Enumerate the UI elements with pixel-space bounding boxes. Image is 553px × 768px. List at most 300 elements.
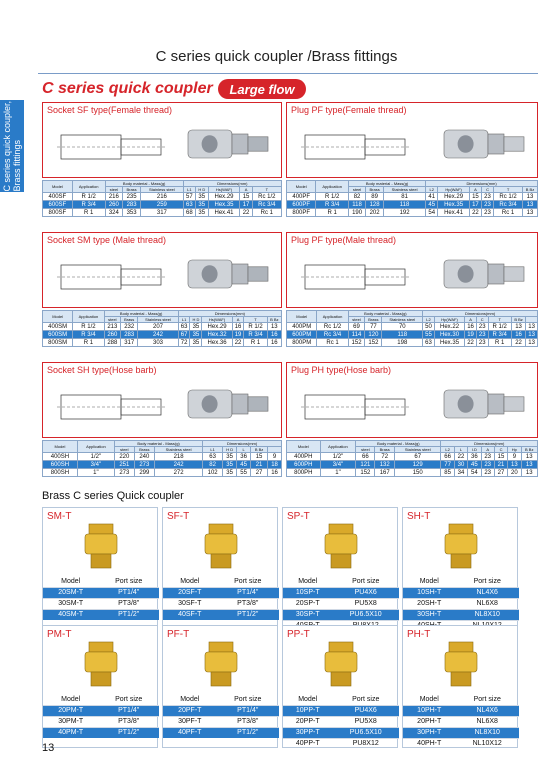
table-header: Model bbox=[43, 441, 78, 453]
brass-fitting-photo bbox=[191, 522, 251, 570]
table-cell: R 3/4 bbox=[244, 331, 267, 339]
table-header: Model bbox=[43, 311, 73, 323]
table-cell: 22 bbox=[465, 339, 477, 347]
product-card bbox=[42, 507, 158, 630]
table-cell: 20PM-T bbox=[43, 705, 98, 716]
model-table bbox=[283, 694, 399, 749]
table-subheader: Brass bbox=[121, 317, 138, 323]
table-cell: 30SP-T bbox=[283, 609, 332, 620]
table-header: Model bbox=[180, 695, 200, 703]
table-cell: 273 bbox=[134, 461, 154, 469]
header-divider bbox=[38, 73, 538, 74]
table-subheader: Stainless steel bbox=[141, 187, 184, 193]
product-card bbox=[402, 625, 518, 748]
table-subheader: Brass bbox=[134, 447, 154, 453]
table-cell: PT1/4" bbox=[217, 705, 279, 716]
table-row bbox=[43, 453, 282, 461]
table-cell: 15 bbox=[469, 193, 481, 201]
table-cell: Hex.29 bbox=[438, 193, 470, 201]
table-cell: 240 bbox=[134, 453, 154, 461]
table-cell: 20SH-T bbox=[403, 598, 455, 609]
card-title: SM-T bbox=[47, 511, 72, 522]
table-cell: 216 bbox=[141, 193, 184, 201]
table-cell: R 1 bbox=[244, 339, 267, 347]
table-cell: R 1/2 bbox=[73, 323, 104, 331]
table-row bbox=[403, 716, 519, 727]
table-cell: 317 bbox=[141, 209, 184, 217]
table-cell: Rc 3/4 bbox=[494, 201, 523, 209]
table-header: Application bbox=[320, 441, 356, 453]
product-photo bbox=[439, 249, 529, 299]
table-subheader: steel bbox=[348, 187, 365, 193]
table-cell: PT1/4" bbox=[98, 587, 159, 598]
table-row bbox=[163, 716, 279, 727]
table-cell: 9 bbox=[268, 453, 282, 461]
table-cell: 81 bbox=[383, 193, 425, 201]
table-cell: Hex.35 bbox=[208, 201, 240, 209]
table-cell: 72 bbox=[178, 339, 190, 347]
table-cell: 57 bbox=[183, 193, 195, 201]
table-cell: 202 bbox=[366, 209, 384, 217]
table-header: Model bbox=[180, 577, 200, 585]
table-row bbox=[403, 705, 519, 716]
table-subheader: L1 bbox=[203, 447, 223, 453]
table-cell: 18 bbox=[268, 461, 282, 469]
table-cell: 16 bbox=[465, 323, 477, 331]
table-row bbox=[43, 209, 282, 217]
table-cell: R 1 bbox=[316, 209, 348, 217]
table-row bbox=[287, 339, 538, 347]
table-cell: 40PF-T bbox=[163, 727, 217, 738]
table-cell: 67 bbox=[394, 453, 441, 461]
table-cell: 23 bbox=[481, 193, 493, 201]
table-cell: PT1/4" bbox=[217, 587, 279, 598]
table-cell: 35 bbox=[223, 461, 237, 469]
table-subheader: Brass bbox=[366, 187, 384, 193]
table-cell: 69 bbox=[348, 323, 365, 331]
table-subheader: A bbox=[465, 317, 477, 323]
product-photo bbox=[183, 379, 273, 429]
table-cell: 67 bbox=[178, 331, 190, 339]
table-row bbox=[403, 598, 519, 609]
table-cell: 283 bbox=[121, 331, 138, 339]
table-cell: 273 bbox=[114, 469, 134, 477]
table-header: Body material - Mass(g) bbox=[114, 441, 202, 447]
spec-panel bbox=[42, 102, 282, 178]
product-card bbox=[282, 507, 398, 630]
table-cell: 35 bbox=[190, 339, 202, 347]
table-cell: 13 bbox=[508, 461, 521, 469]
table-cell: 220 bbox=[114, 453, 134, 461]
table-cell: 15 bbox=[251, 453, 268, 461]
table-subheader: B Bz bbox=[267, 317, 281, 323]
table-header: Model bbox=[419, 577, 439, 585]
table-cell: 16 bbox=[267, 339, 281, 347]
table-subheader: L2 bbox=[441, 447, 454, 453]
table-header: Dimensions(mm) bbox=[178, 311, 281, 317]
table-cell: 324 bbox=[105, 209, 123, 217]
card-title: PH-T bbox=[407, 629, 431, 640]
model-table bbox=[43, 576, 159, 620]
table-cell: 23 bbox=[476, 339, 488, 347]
table-cell: 40PH-T bbox=[403, 738, 455, 749]
table-cell: 152 bbox=[348, 339, 365, 347]
table-cell: PT3/8" bbox=[217, 598, 279, 609]
table-header: Model bbox=[298, 577, 318, 585]
table-cell: Hex.22 bbox=[434, 323, 464, 331]
table-cell: 23 bbox=[481, 461, 494, 469]
table-cell: 63 bbox=[203, 453, 223, 461]
table-cell: 85 bbox=[441, 469, 454, 477]
table-cell: 272 bbox=[154, 469, 202, 477]
table-row bbox=[43, 609, 159, 620]
brass-fitting-photo bbox=[191, 640, 251, 688]
table-cell: 132 bbox=[375, 461, 395, 469]
table-header: Body material - Mass(g) bbox=[104, 311, 178, 317]
table-cell: NL6X8 bbox=[455, 716, 519, 727]
table-subheader: C bbox=[476, 317, 488, 323]
table-cell: 35 bbox=[195, 209, 208, 217]
table-row bbox=[287, 323, 538, 331]
table-subheader: Hs(WAF) bbox=[202, 317, 232, 323]
table-row bbox=[43, 193, 282, 201]
table-subheader: I.D bbox=[468, 447, 481, 453]
table-cell: 13 bbox=[521, 453, 537, 461]
table-cell: R 1 bbox=[488, 339, 511, 347]
table-cell: 600PM bbox=[287, 331, 317, 339]
table-cell: 41 bbox=[426, 193, 438, 201]
table-header: Port size bbox=[352, 577, 380, 585]
card-title: SH-T bbox=[407, 511, 431, 522]
table-row bbox=[287, 469, 538, 477]
table-cell: R 3/4 bbox=[72, 201, 105, 209]
table-cell: 251 bbox=[114, 461, 134, 469]
table-cell: 21 bbox=[494, 461, 507, 469]
table-cell: 283 bbox=[123, 201, 141, 209]
table-cell: R 1 bbox=[72, 209, 105, 217]
table-header: Application bbox=[316, 181, 348, 193]
table-cell: 63 bbox=[183, 201, 195, 209]
table-cell: 40PM-T bbox=[43, 727, 98, 738]
table-cell: 20SP-T bbox=[283, 598, 332, 609]
table-cell: 89 bbox=[366, 193, 384, 201]
table-cell: 45 bbox=[426, 201, 438, 209]
table-cell: 54 bbox=[426, 209, 438, 217]
table-cell: PU6.5X10 bbox=[332, 609, 399, 620]
dimension-drawing bbox=[295, 249, 415, 304]
table-header: Model bbox=[287, 441, 321, 453]
table-header: Model bbox=[287, 181, 316, 193]
product-photo bbox=[183, 119, 273, 169]
brass-fitting-photo bbox=[311, 522, 371, 570]
table-cell: 20PP-T bbox=[283, 716, 332, 727]
table-cell: R 3/4 bbox=[316, 201, 348, 209]
table-cell: 82 bbox=[348, 193, 365, 201]
table-row bbox=[43, 339, 282, 347]
table-cell: 30 bbox=[454, 461, 467, 469]
table-cell: 303 bbox=[138, 339, 179, 347]
table-row bbox=[163, 587, 279, 598]
table-cell: 20PF-T bbox=[163, 705, 217, 716]
table-subheader: C bbox=[481, 187, 493, 193]
table-header: Port size bbox=[234, 695, 262, 703]
table-cell: 400SH bbox=[43, 453, 78, 461]
table-cell: 800PH bbox=[287, 469, 321, 477]
table-subheader: steel bbox=[105, 187, 123, 193]
table-cell: 23 bbox=[476, 331, 488, 339]
model-table bbox=[403, 576, 519, 631]
table-row bbox=[43, 201, 282, 209]
table-cell: R 1/2 bbox=[244, 323, 267, 331]
panel-title: Plug PF type(Male thread) bbox=[291, 235, 397, 245]
table-cell: 27 bbox=[251, 469, 268, 477]
table-cell: 15 bbox=[494, 453, 507, 461]
table-cell: 216 bbox=[105, 193, 123, 201]
table-cell: 299 bbox=[134, 469, 154, 477]
table-cell: 63 bbox=[178, 323, 190, 331]
table-cell: 259 bbox=[141, 201, 184, 209]
table-cell: 235 bbox=[123, 193, 141, 201]
table-cell: NL4X6 bbox=[455, 705, 519, 716]
table-row bbox=[283, 716, 399, 727]
table-row bbox=[43, 323, 282, 331]
table-header: Application bbox=[73, 311, 104, 323]
table-cell: 13 bbox=[511, 323, 525, 331]
table-header: Port size bbox=[352, 695, 380, 703]
table-cell: PU6.5X10 bbox=[332, 727, 399, 738]
table-cell: 218 bbox=[154, 453, 202, 461]
table-cell: 70 bbox=[382, 323, 423, 331]
table-cell: 10SP-T bbox=[283, 587, 332, 598]
table-cell: 400PF bbox=[287, 193, 316, 201]
table-cell: 102 bbox=[203, 469, 223, 477]
brass-fitting-photo bbox=[431, 522, 491, 570]
table-cell: 63 bbox=[423, 339, 435, 347]
table-cell: 118 bbox=[383, 201, 425, 209]
table-row bbox=[283, 587, 399, 598]
table-cell: Hex.29 bbox=[202, 323, 232, 331]
table-cell: 13 bbox=[526, 339, 538, 347]
model-table bbox=[43, 694, 159, 738]
table-cell: R 1 bbox=[73, 339, 104, 347]
dimension-drawing bbox=[51, 249, 171, 304]
product-card bbox=[42, 625, 158, 748]
table-cell: 23 bbox=[481, 209, 493, 217]
table-subheader: Stainless steel bbox=[394, 447, 441, 453]
table-cell: 30SF-T bbox=[163, 598, 217, 609]
table-header: Port size bbox=[473, 695, 501, 703]
large-flow-badge: Large flow bbox=[218, 79, 306, 99]
table-cell: 10PP-T bbox=[283, 705, 332, 716]
table-subheader: L bbox=[454, 447, 467, 453]
table-cell: 22 bbox=[240, 209, 252, 217]
table-cell: 30PM-T bbox=[43, 716, 98, 727]
table-cell: 20PH-T bbox=[403, 716, 455, 727]
table-cell: 13 bbox=[523, 201, 538, 209]
table-cell: R 1/2 bbox=[488, 323, 511, 331]
dimension-drawing bbox=[51, 379, 171, 434]
table-cell: 30SM-T bbox=[43, 598, 98, 609]
spec-table bbox=[42, 440, 282, 477]
model-table bbox=[403, 694, 519, 749]
page-header: C series quick coupler /Brass fittings bbox=[155, 48, 398, 65]
table-cell: Hex.41 bbox=[208, 209, 240, 217]
table-cell: 40SF-T bbox=[163, 609, 217, 620]
table-cell: 118 bbox=[348, 201, 365, 209]
table-cell: Hex.32 bbox=[202, 331, 232, 339]
table-subheader: A bbox=[481, 447, 494, 453]
table-cell: 260 bbox=[105, 201, 123, 209]
table-cell: 13 bbox=[523, 209, 538, 217]
table-cell: 19 bbox=[232, 331, 244, 339]
table-cell: PT3/8" bbox=[98, 598, 159, 609]
table-cell: 150 bbox=[394, 469, 441, 477]
table-cell: Hex.36 bbox=[202, 339, 232, 347]
table-header: Dimensions(mm) bbox=[441, 441, 538, 447]
table-cell: Hex.35 bbox=[438, 201, 470, 209]
table-cell: Rc 1 bbox=[494, 209, 523, 217]
table-row bbox=[43, 705, 159, 716]
product-card bbox=[162, 625, 278, 748]
table-cell: PT1/2" bbox=[98, 727, 159, 738]
table-subheader: steel bbox=[104, 317, 121, 323]
table-cell: 50 bbox=[423, 323, 435, 331]
table-cell: 114 bbox=[348, 331, 365, 339]
table-cell: 600PH bbox=[287, 461, 321, 469]
table-cell: 35 bbox=[195, 201, 208, 209]
table-cell: 192 bbox=[383, 209, 425, 217]
table-cell: 400PM bbox=[287, 323, 317, 331]
table-cell: 232 bbox=[121, 323, 138, 331]
table-cell: 120 bbox=[365, 331, 382, 339]
table-cell: Hex.35 bbox=[434, 339, 464, 347]
table-row bbox=[163, 609, 279, 620]
table-cell: PT3/8" bbox=[98, 716, 159, 727]
table-header: Port size bbox=[115, 695, 143, 703]
table-cell: 21 bbox=[251, 461, 268, 469]
table-cell: 1" bbox=[320, 469, 356, 477]
table-cell: 22 bbox=[469, 209, 481, 217]
table-cell: PT1/2" bbox=[217, 609, 279, 620]
table-cell: 30PP-T bbox=[283, 727, 332, 738]
table-row bbox=[283, 738, 399, 749]
model-table bbox=[163, 576, 279, 620]
table-cell: 23 bbox=[481, 469, 494, 477]
table-header: Dimensions(mm) bbox=[183, 181, 281, 187]
table-cell: PU4X6 bbox=[332, 587, 399, 598]
table-cell: 55 bbox=[423, 331, 435, 339]
table-cell: 13 bbox=[526, 323, 538, 331]
table-cell: 22 bbox=[454, 453, 467, 461]
table-cell: PU5X8 bbox=[332, 716, 399, 727]
table-cell: 128 bbox=[366, 201, 384, 209]
table-cell: 22 bbox=[511, 339, 525, 347]
table-row bbox=[283, 727, 399, 738]
table-header: Application bbox=[72, 181, 105, 193]
table-cell: 22 bbox=[232, 339, 244, 347]
spec-panel bbox=[42, 232, 282, 308]
table-subheader: Stainless steel bbox=[154, 447, 202, 453]
table-subheader: Brass bbox=[365, 317, 382, 323]
table-cell: 198 bbox=[382, 339, 423, 347]
table-cell: 118 bbox=[382, 331, 423, 339]
table-cell: Hex.30 bbox=[434, 331, 464, 339]
product-card bbox=[402, 507, 518, 630]
table-cell: 30PH-T bbox=[403, 727, 455, 738]
table-cell: 400SM bbox=[43, 323, 73, 331]
table-cell: PU8X12 bbox=[332, 738, 399, 749]
table-subheader: steel bbox=[114, 447, 134, 453]
table-cell: 45 bbox=[237, 461, 251, 469]
table-cell: 35 bbox=[190, 331, 202, 339]
model-table bbox=[283, 576, 399, 631]
table-cell: 3/4" bbox=[77, 461, 114, 469]
table-subheader: T bbox=[494, 187, 523, 193]
table-cell: 10PH-T bbox=[403, 705, 455, 716]
table-subheader: H D bbox=[223, 447, 237, 453]
table-row bbox=[43, 331, 282, 339]
table-cell: Rc 3/4 bbox=[252, 201, 281, 209]
table-cell: 54 bbox=[468, 469, 481, 477]
table-cell: 13 bbox=[521, 469, 537, 477]
table-cell: PU5X8 bbox=[332, 598, 399, 609]
table-row bbox=[403, 587, 519, 598]
table-cell: 400SF bbox=[43, 193, 73, 201]
table-row bbox=[287, 193, 538, 201]
table-cell: NL8X10 bbox=[455, 727, 519, 738]
table-cell: 152 bbox=[365, 339, 382, 347]
table-row bbox=[163, 598, 279, 609]
table-cell: Rc 1/2 bbox=[494, 193, 523, 201]
table-cell: Rc 1/2 bbox=[317, 323, 348, 331]
table-cell: 260 bbox=[104, 331, 121, 339]
table-row bbox=[163, 727, 279, 738]
table-cell: 35 bbox=[195, 193, 208, 201]
section-title: C series quick coupler bbox=[42, 80, 213, 97]
table-cell: 45 bbox=[468, 461, 481, 469]
brass-section-title: Brass C series Quick coupler bbox=[42, 490, 184, 502]
table-cell: Rc 1 bbox=[252, 209, 281, 217]
spec-panel bbox=[286, 102, 538, 178]
product-card bbox=[162, 507, 278, 630]
table-cell: NL10X12 bbox=[455, 738, 519, 749]
table-cell: 66 bbox=[441, 453, 454, 461]
table-cell: 77 bbox=[365, 323, 382, 331]
table-row bbox=[43, 587, 159, 598]
table-cell: 15 bbox=[240, 193, 252, 201]
page-number: 13 bbox=[42, 742, 55, 754]
brass-fitting-photo bbox=[431, 640, 491, 688]
table-row bbox=[287, 201, 538, 209]
spec-table bbox=[286, 310, 538, 347]
table-header: Body material - Mass(g) bbox=[105, 181, 183, 187]
brass-fitting-photo bbox=[71, 640, 131, 688]
brass-fitting-photo bbox=[71, 522, 131, 570]
panel-title: Socket SM type (Male thread) bbox=[47, 235, 167, 245]
table-cell: 317 bbox=[121, 339, 138, 347]
table-cell: Hex.41 bbox=[438, 209, 470, 217]
dimension-drawing bbox=[295, 119, 415, 174]
spec-panel bbox=[42, 362, 282, 438]
product-photo bbox=[439, 379, 529, 429]
table-header: Port size bbox=[234, 577, 262, 585]
table-cell: PT1/2" bbox=[98, 609, 159, 620]
table-cell: 16 bbox=[268, 469, 282, 477]
table-row bbox=[283, 705, 399, 716]
table-cell: 82 bbox=[203, 461, 223, 469]
table-cell: 16 bbox=[511, 331, 525, 339]
table-header: Model bbox=[287, 311, 317, 323]
